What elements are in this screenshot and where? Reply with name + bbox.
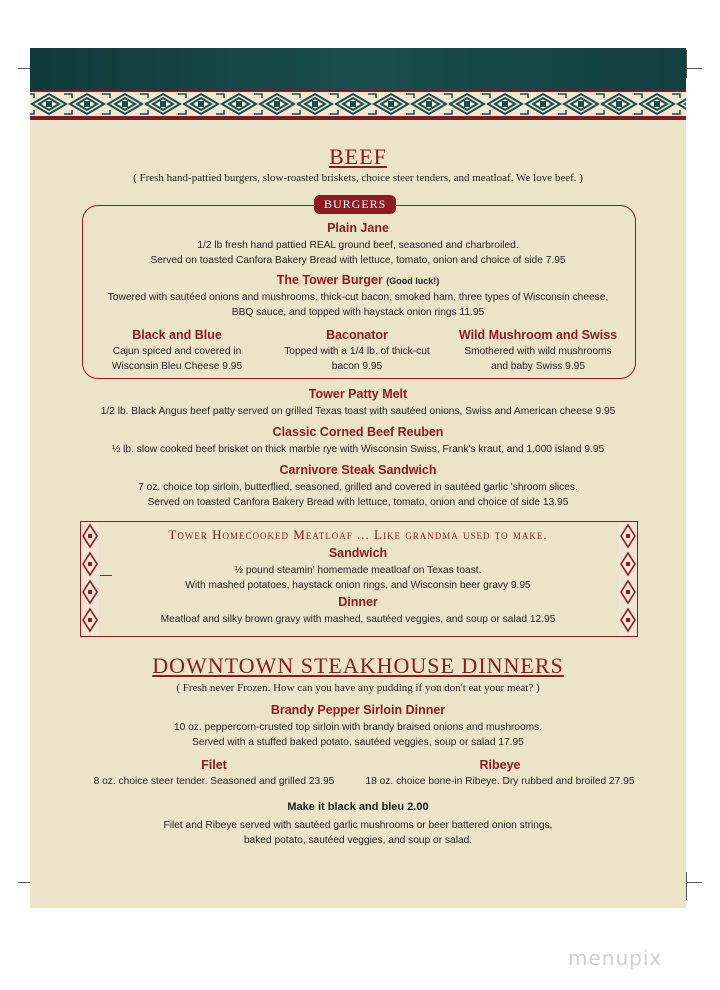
section-title-beef: BEEF [329,144,387,169]
item-desc: 1/2 lb. Black Angus beef patty served on grilled Texas toast with sautéed onions, Swiss and American cheese 9.95 [100,406,616,417]
section-tagline-steakhouse: ( Fresh never Frozen. How can you have any pudding if you don't eat your meat? ) [176,682,540,694]
item-name: Wild Mushroom and Swiss [458,328,618,342]
decorative-pattern-strip [30,90,686,120]
item-name: Ribeye [479,758,521,772]
item-desc: With mashed potatoes, haystack onion rings, and Wisconsin beer gravy 9.95 [185,580,531,591]
item-note: (Good luck!) [386,276,440,286]
item-desc: Towered with sautéed onions and mushrooms, thick-cut bacon, smoked ham, three types of Wisconsin cheese, [107,292,609,303]
crop-mark [686,872,687,900]
item-name-patty-melt: Tower Patty Melt [308,387,408,401]
section-tagline-beef: ( Fresh hand-pattied burgers, slow-roasted briskets, choice steer tenders, and meatloaf. We love beef. ) [133,172,583,184]
item-desc: 7 oz. choice top sirloin, butterflied, seasoned, grilled and covered in sautéed garlic 'shroom slices. [138,482,578,493]
item-desc: BBQ sauce, and topped with haystack onion rings 11.95 [231,307,485,318]
item-desc: Wisconsin Bleu Cheese 9.95 [111,361,243,372]
item-desc: Served on toasted Canfora Bakery Bread with lettuce, tomato, onion and choice of side 7.95 [150,255,566,266]
item-desc: 18 oz. choice bone-in Ribeye. Dry rubbed and broiled 27.95 [365,776,635,787]
item-baconator [257,328,457,374]
item-name: Baconator [326,328,388,342]
item-desc: ½ pound steamin' homemade meatloaf on Texas toast. [234,565,482,576]
item-name-carnivore: Carnivore Steak Sandwich [279,463,437,477]
item-name: Black and Blue [132,328,222,342]
stray-mark [100,575,112,576]
item-name-plain-jane: Plain Jane [327,221,389,235]
pattern-svg [30,92,686,116]
item-desc: and baby Swiss 9.95 [490,361,585,372]
item-name-meatloaf-sandwich: Sandwich [328,546,388,560]
header-band [30,48,686,90]
item-desc: Topped with a 1/4 lb. of thick-cut [284,346,430,357]
item-desc: Served with a stuffed baked potato, sautéed veggies, soup or salad 17.95 [192,737,524,748]
item-name-tower-burger [30,273,686,287]
item-desc: 1/2 lb fresh hand pattied REAL ground beef, seasoned and charbroiled. [197,240,519,251]
item-desc: Served on toasted Canfora Bakery Bread with lettuce, tomato, onion and choice of side 13.95 [147,497,569,508]
item-ribeye [365,758,635,789]
item-desc: bacon 9.95 [331,361,383,372]
item-desc: Smothered with wild mushrooms [464,346,612,357]
item-desc: Meatloaf and silky brown gravy with mashed, sautéed veggies, and soup or salad 12.95 [160,614,556,625]
item-filet [93,758,335,789]
section-title-steakhouse: DOWNTOWN STEAKHOUSE DINNERS [152,653,564,678]
item-desc: Cajun spiced and covered in [112,346,242,357]
item-name: The Tower Burger [276,273,383,287]
item-name-black-bleu: Make it black and bleu 2.00 [287,801,429,813]
item-desc: 8 oz. choice steer tender. Seasoned and grilled 23.95 [93,776,335,787]
crop-mark [686,50,687,78]
item-desc: baked potato, sautéed veggies, and soup or salad. [243,835,473,846]
item-wild-mushroom-swiss [438,328,638,374]
burgers-badge: BURGERS [314,195,396,214]
item-desc: 10 oz. peppercorn-crusted top sirloin with brandy braised onions and mushrooms. [173,722,543,733]
watermark: menupix [568,946,663,970]
meatloaf-title: Tower Homecooked Meatloaf ... Like grandma used to make. [168,527,548,542]
item-desc: Filet and Ribeye served with sautéed garlic mushrooms or beer battered onion strings, [163,820,553,831]
item-name: Filet [201,758,227,772]
item-name-brandy-sirloin: Brandy Pepper Sirloin Dinner [270,703,446,717]
item-desc: ½ lb. slow cooked beef brisket on thick marble rye with Wisconsin Swiss, Frank's kraut, and 1,000 island 9.95 [111,444,605,455]
item-black-and-blue [77,328,277,374]
item-name-meatloaf-dinner: Dinner [338,595,378,609]
item-name-reuben: Classic Corned Beef Reuben [272,425,444,439]
